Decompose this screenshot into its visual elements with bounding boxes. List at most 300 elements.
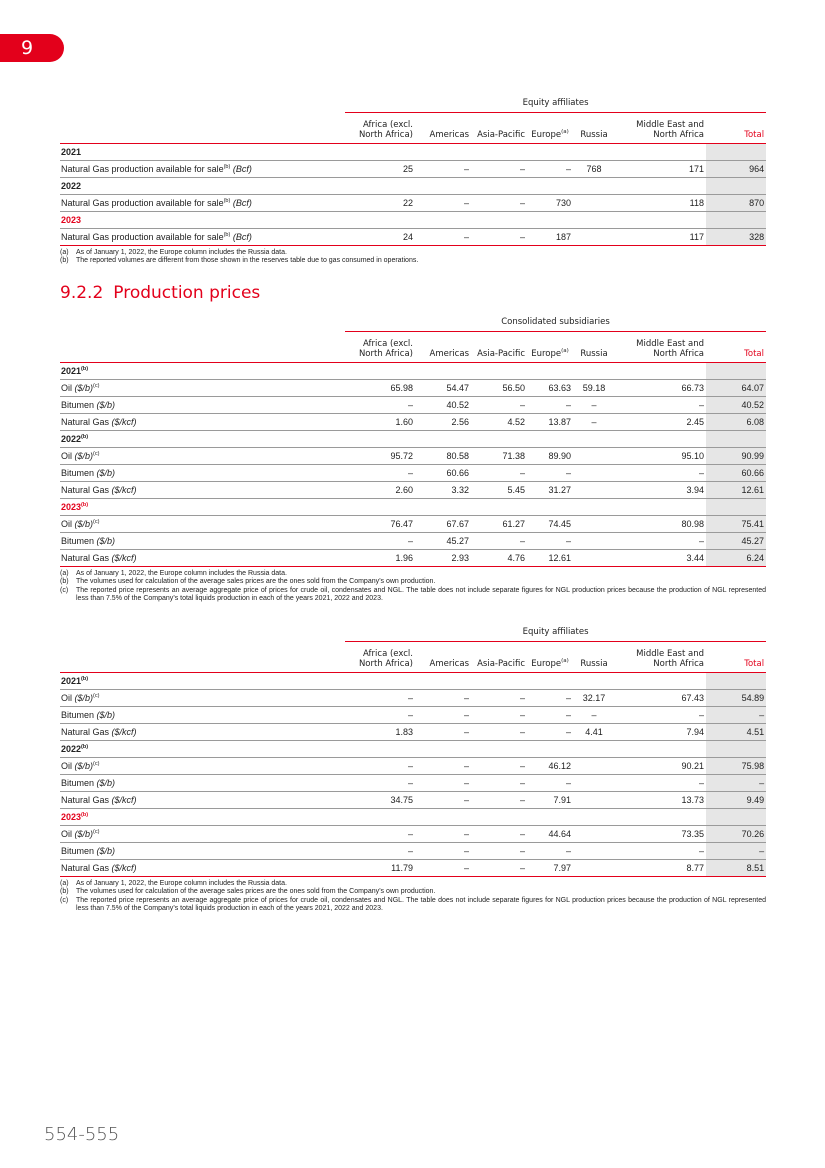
year-text: 2023 <box>61 501 82 512</box>
footnote <box>60 897 766 914</box>
col-europe-label: Europe <box>531 129 562 140</box>
blank-cell <box>60 626 345 641</box>
row-label <box>60 842 345 859</box>
footnote <box>60 587 766 604</box>
col-americas: Americas <box>415 331 471 362</box>
table-row <box>60 791 766 808</box>
value-cell: – <box>345 532 415 549</box>
value-cell <box>573 515 615 532</box>
value-cell: 34.75 <box>345 791 415 808</box>
footnote-ref: (c) <box>93 828 100 835</box>
footnote-key: (b) <box>60 257 69 264</box>
value-cell: – <box>573 396 615 413</box>
year-row <box>60 430 766 447</box>
value-cell <box>573 774 615 791</box>
column-header-row <box>60 331 766 362</box>
value-cell: – <box>527 689 573 706</box>
total-cell: 6.08 <box>706 413 766 430</box>
value-cell: – <box>615 706 706 723</box>
year-text: 2022 <box>61 433 82 444</box>
year-text: 2021 <box>61 146 82 157</box>
row-label <box>60 689 345 706</box>
value-cell: – <box>471 825 527 842</box>
value-cell: 80.58 <box>415 447 471 464</box>
value-cell: 3.94 <box>615 481 706 498</box>
value-cell: 80.98 <box>615 515 706 532</box>
value-cell: 76.47 <box>345 515 415 532</box>
total-cell: 40.52 <box>706 396 766 413</box>
value-cell: 73.35 <box>615 825 706 842</box>
year-row <box>60 143 766 160</box>
table <box>60 316 766 567</box>
total-cell <box>706 498 766 515</box>
footnote-text: The volumes used for calculation of the average sales prices are the ones sold from the Company’s own production. <box>76 888 436 895</box>
section-title <box>60 283 260 303</box>
year-row <box>60 808 766 825</box>
footnote-ref: (b) <box>223 231 231 238</box>
year-label <box>60 143 706 160</box>
row-label-text: Natural Gas <box>61 726 110 737</box>
value-cell: 7.97 <box>527 859 573 876</box>
year-row <box>60 740 766 757</box>
footnote-ref: (b) <box>81 433 89 440</box>
footnote <box>60 578 766 587</box>
row-label-text: Oil <box>61 450 72 461</box>
total-cell: – <box>706 774 766 791</box>
value-cell <box>573 481 615 498</box>
total-cell: 6.24 <box>706 549 766 566</box>
col-europe-label: Europe <box>531 348 562 359</box>
row-unit: ($/kcf) <box>111 862 137 873</box>
total-cell <box>706 808 766 825</box>
value-cell: – <box>527 842 573 859</box>
col-americas: Americas <box>415 112 471 143</box>
value-cell: 13.73 <box>615 791 706 808</box>
value-cell: 45.27 <box>415 532 471 549</box>
value-cell <box>573 228 615 245</box>
row-label-text: Oil <box>61 760 72 771</box>
footnote-ref: (a) <box>561 347 569 354</box>
col-russia: Russia <box>573 112 615 143</box>
year-label <box>60 177 706 194</box>
row-label <box>60 481 345 498</box>
row-label <box>60 859 345 876</box>
section-number: 9.2.2 <box>60 283 104 303</box>
row-label <box>60 379 345 396</box>
row-label-text: Natural Gas <box>61 484 110 495</box>
footnote-ref: (a) <box>561 128 569 135</box>
table-row <box>60 228 766 245</box>
row-unit: (Bcf) <box>232 163 252 174</box>
value-cell: 11.79 <box>345 859 415 876</box>
value-cell: – <box>415 194 471 211</box>
col-total: Total <box>706 331 766 362</box>
total-cell <box>706 430 766 447</box>
value-cell: 89.90 <box>527 447 573 464</box>
equity-affiliates-gas-table <box>60 97 766 266</box>
table-row <box>60 481 766 498</box>
table-row <box>60 706 766 723</box>
total-cell <box>706 177 766 194</box>
value-cell: 25 <box>345 160 415 177</box>
footnote-key: (a) <box>60 569 69 577</box>
footnote-text: The reported volumes are different from those shown in the reserves table due to gas consumed in operations. <box>76 257 419 264</box>
value-cell: – <box>415 689 471 706</box>
table <box>60 97 766 246</box>
row-label <box>60 757 345 774</box>
row-unit: ($/kcf) <box>111 552 137 563</box>
value-cell: – <box>345 825 415 842</box>
total-cell: 4.51 <box>706 723 766 740</box>
table-row <box>60 825 766 842</box>
value-cell: – <box>471 160 527 177</box>
value-cell <box>573 842 615 859</box>
footnote-ref: (c) <box>93 692 100 699</box>
value-cell: – <box>471 689 527 706</box>
total-cell: 9.49 <box>706 791 766 808</box>
value-cell: 24 <box>345 228 415 245</box>
row-label-text: Natural Gas <box>61 794 110 805</box>
col-total: Total <box>706 112 766 143</box>
footnote-ref: (b) <box>81 675 89 682</box>
value-cell: – <box>345 706 415 723</box>
row-unit: (Bcf) <box>232 197 252 208</box>
row-label-text: Natural Gas production available for sale <box>61 231 224 242</box>
table-row <box>60 464 766 481</box>
total-cell: 90.99 <box>706 447 766 464</box>
row-unit: ($/b) <box>96 709 116 720</box>
col-africa: Africa (excl. North Africa) <box>345 112 415 143</box>
value-cell: 67.67 <box>415 515 471 532</box>
value-cell: – <box>471 396 527 413</box>
value-cell: – <box>471 757 527 774</box>
row-label-text: Oil <box>61 518 72 529</box>
year-row <box>60 362 766 379</box>
row-unit: ($/b) <box>96 467 116 478</box>
row-unit: ($/b) <box>96 777 116 788</box>
total-cell: 45.27 <box>706 532 766 549</box>
row-label-text: Bitumen <box>61 777 95 788</box>
value-cell: – <box>415 723 471 740</box>
value-cell: – <box>415 774 471 791</box>
row-label-text: Natural Gas production available for sale <box>61 197 224 208</box>
total-cell: – <box>706 842 766 859</box>
row-unit: ($/b) <box>74 382 94 393</box>
value-cell: 7.91 <box>527 791 573 808</box>
column-header-row <box>60 641 766 672</box>
total-cell: 54.89 <box>706 689 766 706</box>
value-cell: 4.76 <box>471 549 527 566</box>
row-label-text: Oil <box>61 692 72 703</box>
footnotes <box>60 570 766 604</box>
total-cell: 964 <box>706 160 766 177</box>
value-cell: – <box>527 706 573 723</box>
row-label <box>60 194 345 211</box>
row-label <box>60 723 345 740</box>
total-cell <box>706 672 766 689</box>
value-cell: 71.38 <box>471 447 527 464</box>
row-label <box>60 160 345 177</box>
value-cell: – <box>527 160 573 177</box>
row-label <box>60 825 345 842</box>
col-total: Total <box>706 641 766 672</box>
footnote-key: (a) <box>60 248 69 256</box>
footnote-ref: (b) <box>81 743 89 750</box>
value-cell: – <box>471 706 527 723</box>
year-text: 2022 <box>61 180 82 191</box>
table-row <box>60 842 766 859</box>
footnote <box>60 249 766 258</box>
footnote-text: As of January 1, 2022, the Europe column includes the Russia data. <box>76 569 287 577</box>
row-label <box>60 774 345 791</box>
footnote-ref: (c) <box>93 518 100 525</box>
value-cell: 32.17 <box>573 689 615 706</box>
footnotes <box>60 249 766 266</box>
value-cell: 12.61 <box>527 549 573 566</box>
value-cell: – <box>471 723 527 740</box>
col-europe <box>527 641 573 672</box>
col-asia: Asia-Pacific <box>471 331 527 362</box>
row-label-text: Bitumen <box>61 709 95 720</box>
value-cell: – <box>527 723 573 740</box>
group-header: Consolidated subsidiaries <box>345 316 766 331</box>
year-row <box>60 498 766 515</box>
year-text: 2021 <box>61 365 82 376</box>
value-cell: 65.98 <box>345 379 415 396</box>
blank-cell <box>60 112 345 143</box>
table-row <box>60 757 766 774</box>
total-cell: 8.51 <box>706 859 766 876</box>
value-cell <box>573 532 615 549</box>
value-cell: – <box>471 464 527 481</box>
group-header: Equity affiliates <box>345 97 766 112</box>
value-cell <box>573 549 615 566</box>
value-cell: 56.50 <box>471 379 527 396</box>
group-header: Equity affiliates <box>345 626 766 641</box>
value-cell: – <box>415 160 471 177</box>
total-cell: 75.41 <box>706 515 766 532</box>
value-cell: – <box>471 774 527 791</box>
value-cell: 2.56 <box>415 413 471 430</box>
column-header-row <box>60 112 766 143</box>
total-cell: 64.07 <box>706 379 766 396</box>
footnote-ref: (b) <box>81 811 89 818</box>
table-row <box>60 774 766 791</box>
value-cell: 95.10 <box>615 447 706 464</box>
value-cell: 768 <box>573 160 615 177</box>
col-asia: Asia-Pacific <box>471 112 527 143</box>
value-cell: 74.45 <box>527 515 573 532</box>
row-label <box>60 706 345 723</box>
total-cell: 75.98 <box>706 757 766 774</box>
value-cell: – <box>615 842 706 859</box>
row-label-text: Bitumen <box>61 399 95 410</box>
year-text: 2022 <box>61 743 82 754</box>
value-cell <box>573 859 615 876</box>
value-cell <box>573 464 615 481</box>
footnote-ref: (c) <box>93 760 100 767</box>
equity-affiliates-prices-table <box>60 626 766 914</box>
value-cell: 1.96 <box>345 549 415 566</box>
value-cell: 46.12 <box>527 757 573 774</box>
table-row <box>60 689 766 706</box>
col-russia: Russia <box>573 331 615 362</box>
value-cell: – <box>415 859 471 876</box>
footnote-text: The reported price represents an average aggregate price of prices for crude oil, condensates and NGL. The table does not include separate figures for NGL production prices because the production of NGL represented less than 7.5% of the Company’s total liquids production in each of the years 2021, 2022 and 2023. <box>76 586 766 602</box>
total-cell <box>706 211 766 228</box>
year-row <box>60 672 766 689</box>
row-label <box>60 532 345 549</box>
value-cell: – <box>615 774 706 791</box>
row-label <box>60 228 345 245</box>
row-unit: ($/kcf) <box>111 726 137 737</box>
value-cell <box>573 791 615 808</box>
blank-cell <box>60 641 345 672</box>
value-cell: – <box>415 757 471 774</box>
value-cell: 117 <box>615 228 706 245</box>
value-cell: – <box>415 706 471 723</box>
total-cell: 60.66 <box>706 464 766 481</box>
row-unit: ($/kcf) <box>111 794 137 805</box>
row-unit: ($/b) <box>74 760 94 771</box>
value-cell: 118 <box>615 194 706 211</box>
value-cell: 8.77 <box>615 859 706 876</box>
col-africa: Africa (excl. North Africa) <box>345 331 415 362</box>
row-label-text: Bitumen <box>61 467 95 478</box>
total-cell <box>706 740 766 757</box>
total-cell: 12.61 <box>706 481 766 498</box>
total-cell <box>706 362 766 379</box>
year-label <box>60 430 706 447</box>
value-cell: 40.52 <box>415 396 471 413</box>
value-cell: – <box>615 396 706 413</box>
year-label <box>60 362 706 379</box>
table <box>60 626 766 877</box>
footnote-ref: (b) <box>223 163 231 170</box>
consolidated-subsidiaries-prices-table <box>60 316 766 604</box>
col-europe-label: Europe <box>531 658 562 669</box>
value-cell: 66.73 <box>615 379 706 396</box>
row-unit: ($/kcf) <box>111 484 137 495</box>
value-cell: 60.66 <box>415 464 471 481</box>
footnote <box>60 570 766 579</box>
value-cell: – <box>615 532 706 549</box>
value-cell: – <box>471 194 527 211</box>
row-label <box>60 791 345 808</box>
value-cell: 3.44 <box>615 549 706 566</box>
col-middle-east: Middle East and North Africa <box>615 641 706 672</box>
value-cell: 4.52 <box>471 413 527 430</box>
value-cell: – <box>345 396 415 413</box>
footnote-ref: (c) <box>93 450 100 457</box>
value-cell: – <box>415 228 471 245</box>
year-label <box>60 808 706 825</box>
row-label-text: Natural Gas production available for sale <box>61 163 224 174</box>
table-row <box>60 396 766 413</box>
value-cell: 187 <box>527 228 573 245</box>
value-cell <box>573 447 615 464</box>
footnotes <box>60 880 766 914</box>
value-cell: – <box>527 396 573 413</box>
col-middle-east: Middle East and North Africa <box>615 112 706 143</box>
value-cell: – <box>527 774 573 791</box>
row-label-text: Bitumen <box>61 845 95 856</box>
row-unit: ($/b) <box>74 828 94 839</box>
value-cell: 63.63 <box>527 379 573 396</box>
value-cell: – <box>471 532 527 549</box>
footnote-ref: (b) <box>223 197 231 204</box>
value-cell: – <box>527 532 573 549</box>
table-row <box>60 549 766 566</box>
value-cell: 730 <box>527 194 573 211</box>
section-title-text: Production prices <box>113 283 261 303</box>
year-text: 2023 <box>61 811 82 822</box>
value-cell: – <box>345 689 415 706</box>
row-label-text: Oil <box>61 828 72 839</box>
value-cell: – <box>415 791 471 808</box>
footnote-ref: (b) <box>81 501 89 508</box>
value-cell: 54.47 <box>415 379 471 396</box>
value-cell: 59.18 <box>573 379 615 396</box>
footnote <box>60 888 766 897</box>
total-cell: 870 <box>706 194 766 211</box>
row-label <box>60 447 345 464</box>
row-unit: ($/b) <box>74 518 94 529</box>
table-row <box>60 723 766 740</box>
col-asia: Asia-Pacific <box>471 641 527 672</box>
value-cell: 90.21 <box>615 757 706 774</box>
year-label <box>60 498 706 515</box>
value-cell: 95.72 <box>345 447 415 464</box>
value-cell: – <box>573 413 615 430</box>
footnote-key: (a) <box>60 879 69 887</box>
value-cell: 171 <box>615 160 706 177</box>
value-cell: – <box>471 791 527 808</box>
value-cell <box>573 194 615 211</box>
table-row <box>60 413 766 430</box>
table-row <box>60 515 766 532</box>
year-text: 2021 <box>61 675 82 686</box>
footnote-key: (c) <box>60 896 69 904</box>
year-row <box>60 177 766 194</box>
value-cell: – <box>471 228 527 245</box>
col-americas: Americas <box>415 641 471 672</box>
row-label <box>60 396 345 413</box>
value-cell: – <box>415 825 471 842</box>
value-cell: 2.60 <box>345 481 415 498</box>
table-row <box>60 194 766 211</box>
value-cell: 1.83 <box>345 723 415 740</box>
col-africa: Africa (excl. North Africa) <box>345 641 415 672</box>
year-label <box>60 672 706 689</box>
footnote-key: (c) <box>60 586 69 594</box>
table-row <box>60 447 766 464</box>
footnote-ref: (b) <box>81 365 89 372</box>
row-label-text: Natural Gas <box>61 416 110 427</box>
row-unit: (Bcf) <box>232 231 252 242</box>
footnote-text: As of January 1, 2022, the Europe column includes the Russia data. <box>76 248 287 256</box>
value-cell: – <box>471 842 527 859</box>
value-cell: – <box>415 842 471 859</box>
row-label <box>60 515 345 532</box>
total-cell: 70.26 <box>706 825 766 842</box>
row-unit: ($/b) <box>96 399 116 410</box>
value-cell: 4.41 <box>573 723 615 740</box>
row-label-text: Bitumen <box>61 535 95 546</box>
value-cell: – <box>573 706 615 723</box>
footnote <box>60 257 766 266</box>
row-unit: ($/b) <box>74 450 94 461</box>
